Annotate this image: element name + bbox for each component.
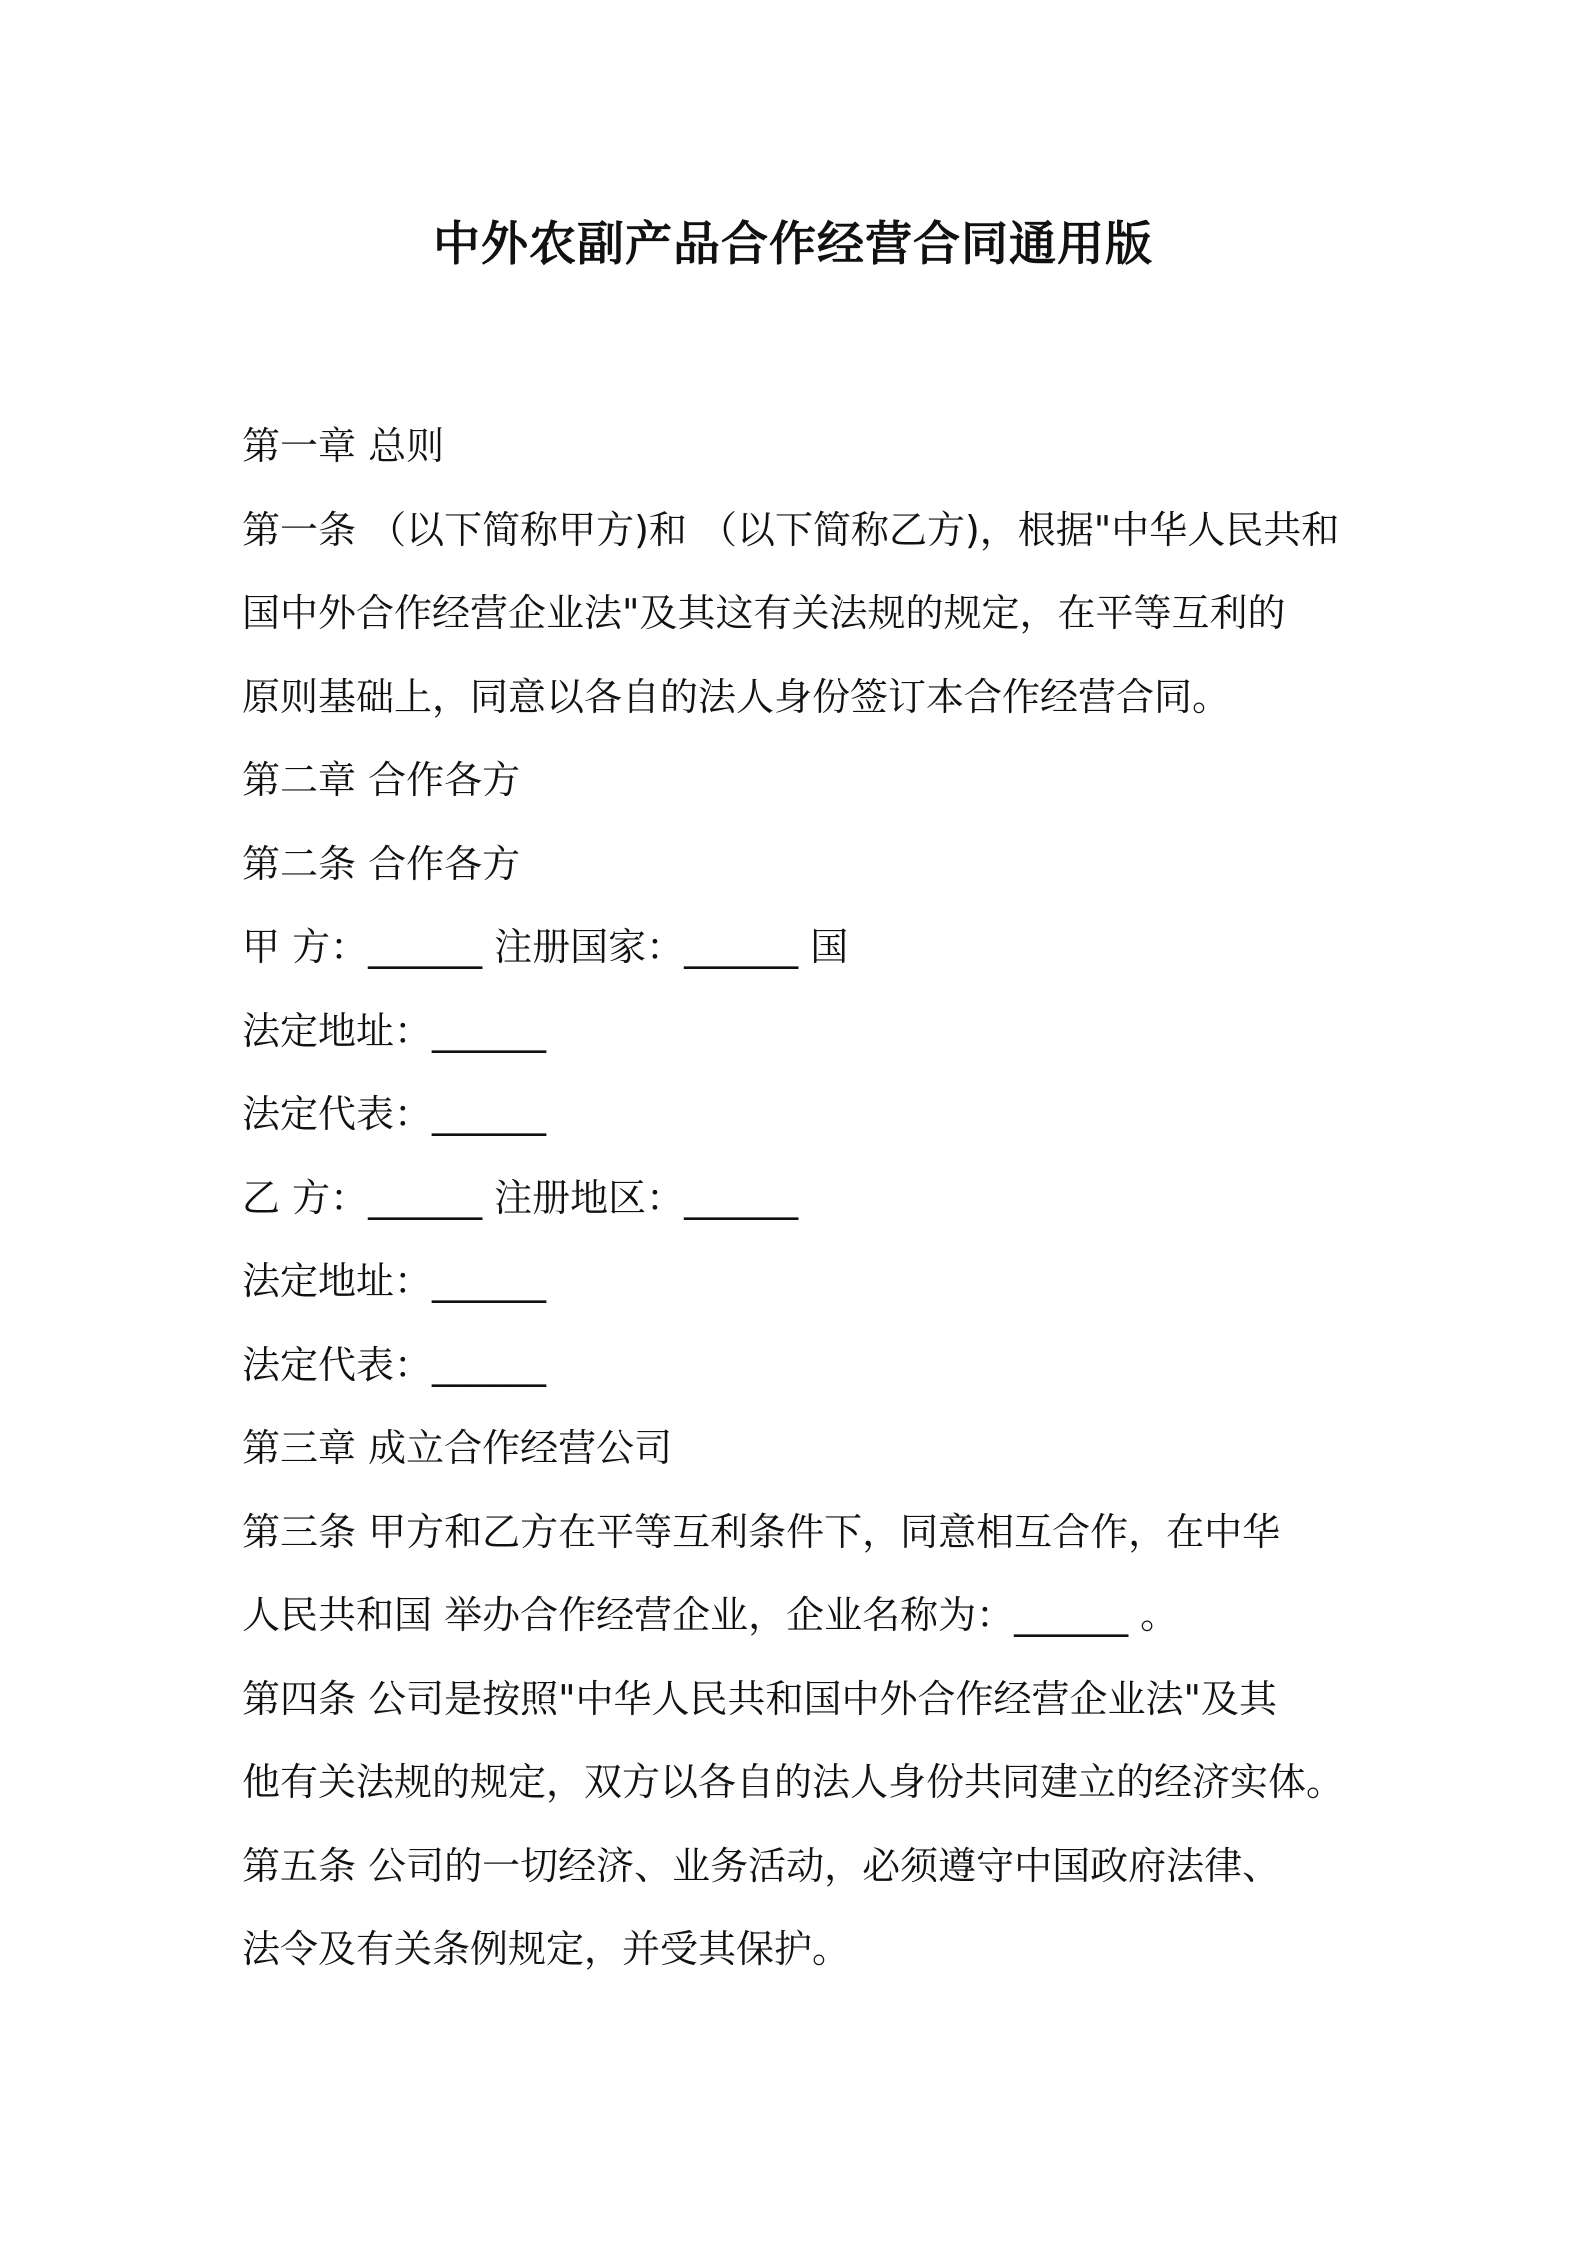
- chapter-heading: 第一章 总则: [242, 424, 445, 468]
- article-text: 第四条 公司是按照"中华人民共和国中外合作经营企业法"及其: [242, 1676, 1278, 1721]
- party-a-representative: 法定代表：______: [242, 1092, 547, 1136]
- document-title: 中外农副产品合作经营合同通用版: [433, 217, 1153, 272]
- article-text: 第五条 公司的一切经济、业务活动，必须遵守中国政府法律、: [242, 1843, 1281, 1888]
- document-body: [242, 405, 1372, 1992]
- article-text: 法令及有关条例规定，并受其保护。: [242, 1927, 851, 1971]
- chapter-heading: 第三章 成立合作经营公司: [242, 1426, 673, 1470]
- party-b-address: 法定地址：______: [242, 1259, 547, 1303]
- article-text: 他有关法规的规定，双方以各自的法人身份共同建立的经济实体。: [242, 1760, 1345, 1804]
- article-text: 人民共和国 举办合作经营企业，企业名称为：______ 。: [242, 1593, 1179, 1637]
- article-text: 原则基础上，同意以各自的法人身份签订本合作经营合同。: [242, 674, 1231, 719]
- article-text: 第一条 （以下简称甲方)和 （以下简称乙方)，根据"中华人民共和: [242, 507, 1340, 552]
- article-text: 第三条 甲方和乙方在平等互利条件下，同意相互合作，在中华: [242, 1509, 1281, 1554]
- chapter-heading: 第二章 合作各方: [242, 758, 521, 802]
- article-heading: 第二条 合作各方: [242, 841, 521, 886]
- article-text: 国中外合作经营企业法"及其这有关法规的规定，在平等互利的: [242, 591, 1286, 635]
- party-b-line: 乙 方：______ 注册地区：______: [242, 1175, 799, 1220]
- party-a-address: 法定地址：______: [242, 1008, 547, 1053]
- party-a-line: 甲 方：______ 注册国家：______ 国: [242, 925, 849, 969]
- party-b-representative: 法定代表：______: [242, 1342, 547, 1387]
